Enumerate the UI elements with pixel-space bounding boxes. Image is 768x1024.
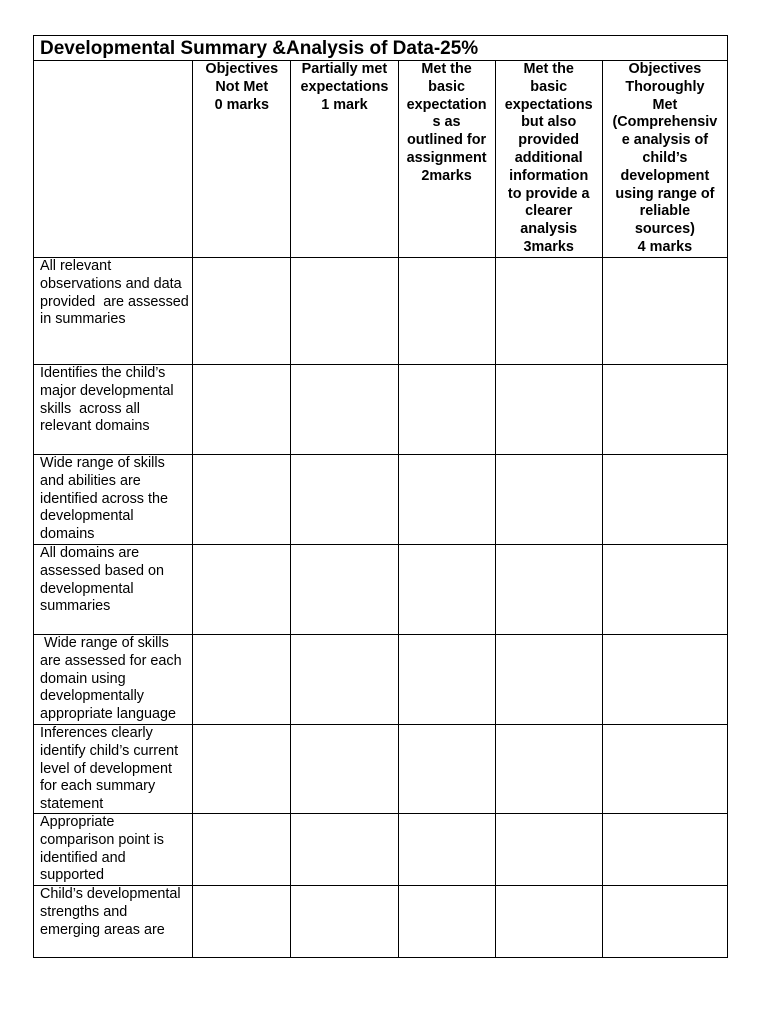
table-row xyxy=(34,258,728,365)
score-cell xyxy=(602,258,727,365)
score-cell xyxy=(495,814,602,886)
score-cell xyxy=(495,635,602,725)
score-cell xyxy=(398,635,495,725)
score-cell xyxy=(193,725,291,814)
criterion-text: Wide range of skills and abilities are identified across the developmental domains xyxy=(40,455,172,543)
score-cell xyxy=(291,258,398,365)
score-cell xyxy=(398,365,495,455)
criterion-text: Child’s developmental strengths and emerging areas are xyxy=(40,886,185,938)
score-cell xyxy=(193,545,291,635)
table-row xyxy=(34,635,728,725)
table-row xyxy=(34,545,728,635)
score-cell xyxy=(291,814,398,886)
criterion-cell xyxy=(34,814,193,886)
score-cell xyxy=(193,365,291,455)
score-cell xyxy=(193,814,291,886)
score-cell xyxy=(398,725,495,814)
criterion-cell xyxy=(34,545,193,635)
rubric-title: Developmental Summary &Analysis of Data-25% xyxy=(34,36,728,61)
criterion-cell xyxy=(34,455,193,545)
score-cell xyxy=(291,365,398,455)
score-cell xyxy=(398,455,495,545)
header-met-basic-plus: Met the basic expectations but also provided additional information to provide a clearer analysis 3marks xyxy=(495,61,602,258)
score-cell xyxy=(602,545,727,635)
criterion-text: Inferences clearly identify child’s current level of development for each summary statement xyxy=(40,725,183,813)
score-cell xyxy=(495,365,602,455)
score-cell xyxy=(495,455,602,545)
score-cell xyxy=(291,455,398,545)
score-cell xyxy=(398,545,495,635)
criterion-text: All domains are assessed based on developmental summaries xyxy=(40,545,169,615)
score-cell xyxy=(495,545,602,635)
header-objectives-not-met: Objectives Not Met 0 marks xyxy=(193,61,291,258)
header-row xyxy=(34,61,728,258)
header-blank-cell xyxy=(34,61,193,258)
criterion-cell xyxy=(34,365,193,455)
score-cell xyxy=(602,455,727,545)
rubric-table xyxy=(33,35,728,958)
score-cell xyxy=(398,258,495,365)
score-cell xyxy=(291,545,398,635)
score-cell xyxy=(291,635,398,725)
score-cell xyxy=(398,814,495,886)
score-cell xyxy=(291,886,398,958)
criterion-text: Wide range of skills are assessed for each domain using developmentally appropriate language xyxy=(40,635,186,723)
score-cell xyxy=(193,455,291,545)
criterion-text: Identifies the child’s major developmental skills across all relevant domains xyxy=(40,365,178,435)
score-cell xyxy=(602,725,727,814)
criterion-cell xyxy=(34,258,193,365)
table-row xyxy=(34,365,728,455)
score-cell xyxy=(291,725,398,814)
criterion-text: Appropriate comparison point is identified and supported xyxy=(40,814,168,884)
score-cell xyxy=(193,886,291,958)
score-cell xyxy=(602,635,727,725)
criterion-cell xyxy=(34,886,193,958)
table-row xyxy=(34,725,728,814)
header-thoroughly-met: Objectives Thoroughly Met (Comprehensiv e analysis of child’s development using range of reliable sources) 4 marks xyxy=(602,61,727,258)
table-row xyxy=(34,886,728,958)
score-cell xyxy=(495,258,602,365)
header-met-basic: Met the basic expectation s as outlined for assignment 2marks xyxy=(398,61,495,258)
criterion-text: All relevant observations and data provided are assessed in summaries xyxy=(40,258,193,328)
score-cell xyxy=(495,725,602,814)
score-cell xyxy=(602,365,727,455)
header-partially-met: Partially met expectations 1 mark xyxy=(291,61,398,258)
criterion-cell xyxy=(34,725,193,814)
table-row xyxy=(34,455,728,545)
score-cell xyxy=(602,886,727,958)
score-cell xyxy=(193,635,291,725)
score-cell xyxy=(495,886,602,958)
score-cell xyxy=(398,886,495,958)
score-cell xyxy=(602,814,727,886)
table-row xyxy=(34,814,728,886)
criterion-cell xyxy=(34,635,193,725)
score-cell xyxy=(193,258,291,365)
